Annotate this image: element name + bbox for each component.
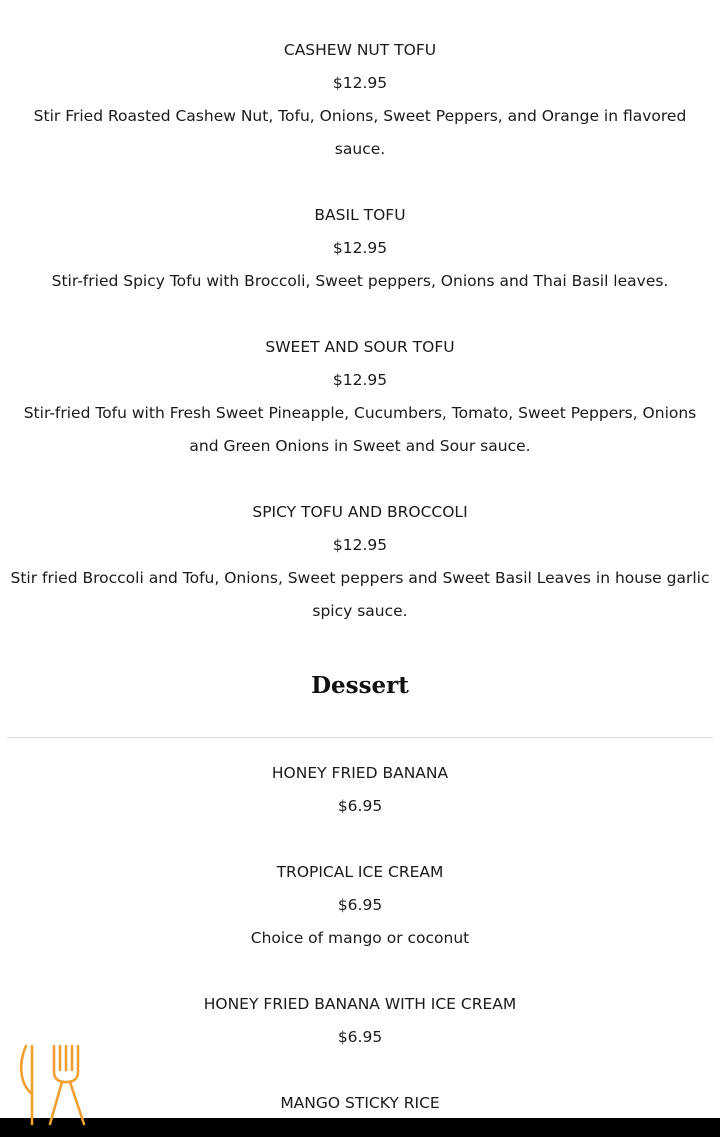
item-description: Stir Fried Roasted Cashew Nut, Tofu, Onions, Sweet Peppers, and Orange in flavored sauce. [33, 107, 687, 158]
item-price: $6.95 [337, 1028, 383, 1046]
menu-item [0, 199, 720, 298]
item-name: SPICY TOFU AND BROCCOLI [252, 503, 468, 521]
item-price: $12.95 [332, 239, 388, 257]
menu-item [0, 496, 720, 628]
item-name: HONEY FRIED BANANA [271, 764, 449, 782]
section-title: Dessert [311, 672, 409, 699]
item-name: HONEY FRIED BANANA WITH ICE CREAM [203, 995, 517, 1013]
dessert-section [0, 672, 720, 1137]
item-price: $12.95 [332, 536, 388, 554]
menu-item [0, 34, 720, 166]
menu-item [0, 331, 720, 463]
item-price: $6.95 [337, 896, 383, 914]
item-name: CASHEW NUT TOFU [283, 41, 437, 59]
item-name: MANGO STICKY RICE [280, 1094, 440, 1112]
item-description: Stir fried Broccoli and Tofu, Onions, Sweet peppers and Sweet Basil Leaves in house garlic spicy sauce. [10, 569, 710, 620]
tofu-menu-list [0, 34, 720, 661]
fork-and-knife-icon[interactable] [16, 1042, 90, 1128]
item-description: Choice of mango or coconut [250, 929, 470, 947]
item-price: $6.95 [337, 797, 383, 815]
item-price: $12.95 [332, 74, 388, 92]
item-description: Stir-fried Tofu with Fresh Sweet Pineapple, Cucumbers, Tomato, Sweet Peppers, Onions and Green Onions in Sweet and Sour sauce. [23, 404, 697, 455]
bottom-bar [0, 1118, 720, 1137]
item-description: Stir-fried Spicy Tofu with Broccoli, Sweet peppers, Onions and Thai Basil leaves. [51, 272, 669, 290]
menu-item [0, 856, 720, 955]
section-divider [7, 737, 713, 738]
item-price: $12.95 [332, 371, 388, 389]
item-name: TROPICAL ICE CREAM [276, 863, 444, 881]
item-name: SWEET AND SOUR TOFU [265, 338, 455, 356]
item-name: BASIL TOFU [314, 206, 406, 224]
menu-item [0, 757, 720, 823]
dessert-menu-list [0, 757, 720, 1120]
menu-item [0, 1087, 720, 1120]
menu-item [0, 988, 720, 1054]
